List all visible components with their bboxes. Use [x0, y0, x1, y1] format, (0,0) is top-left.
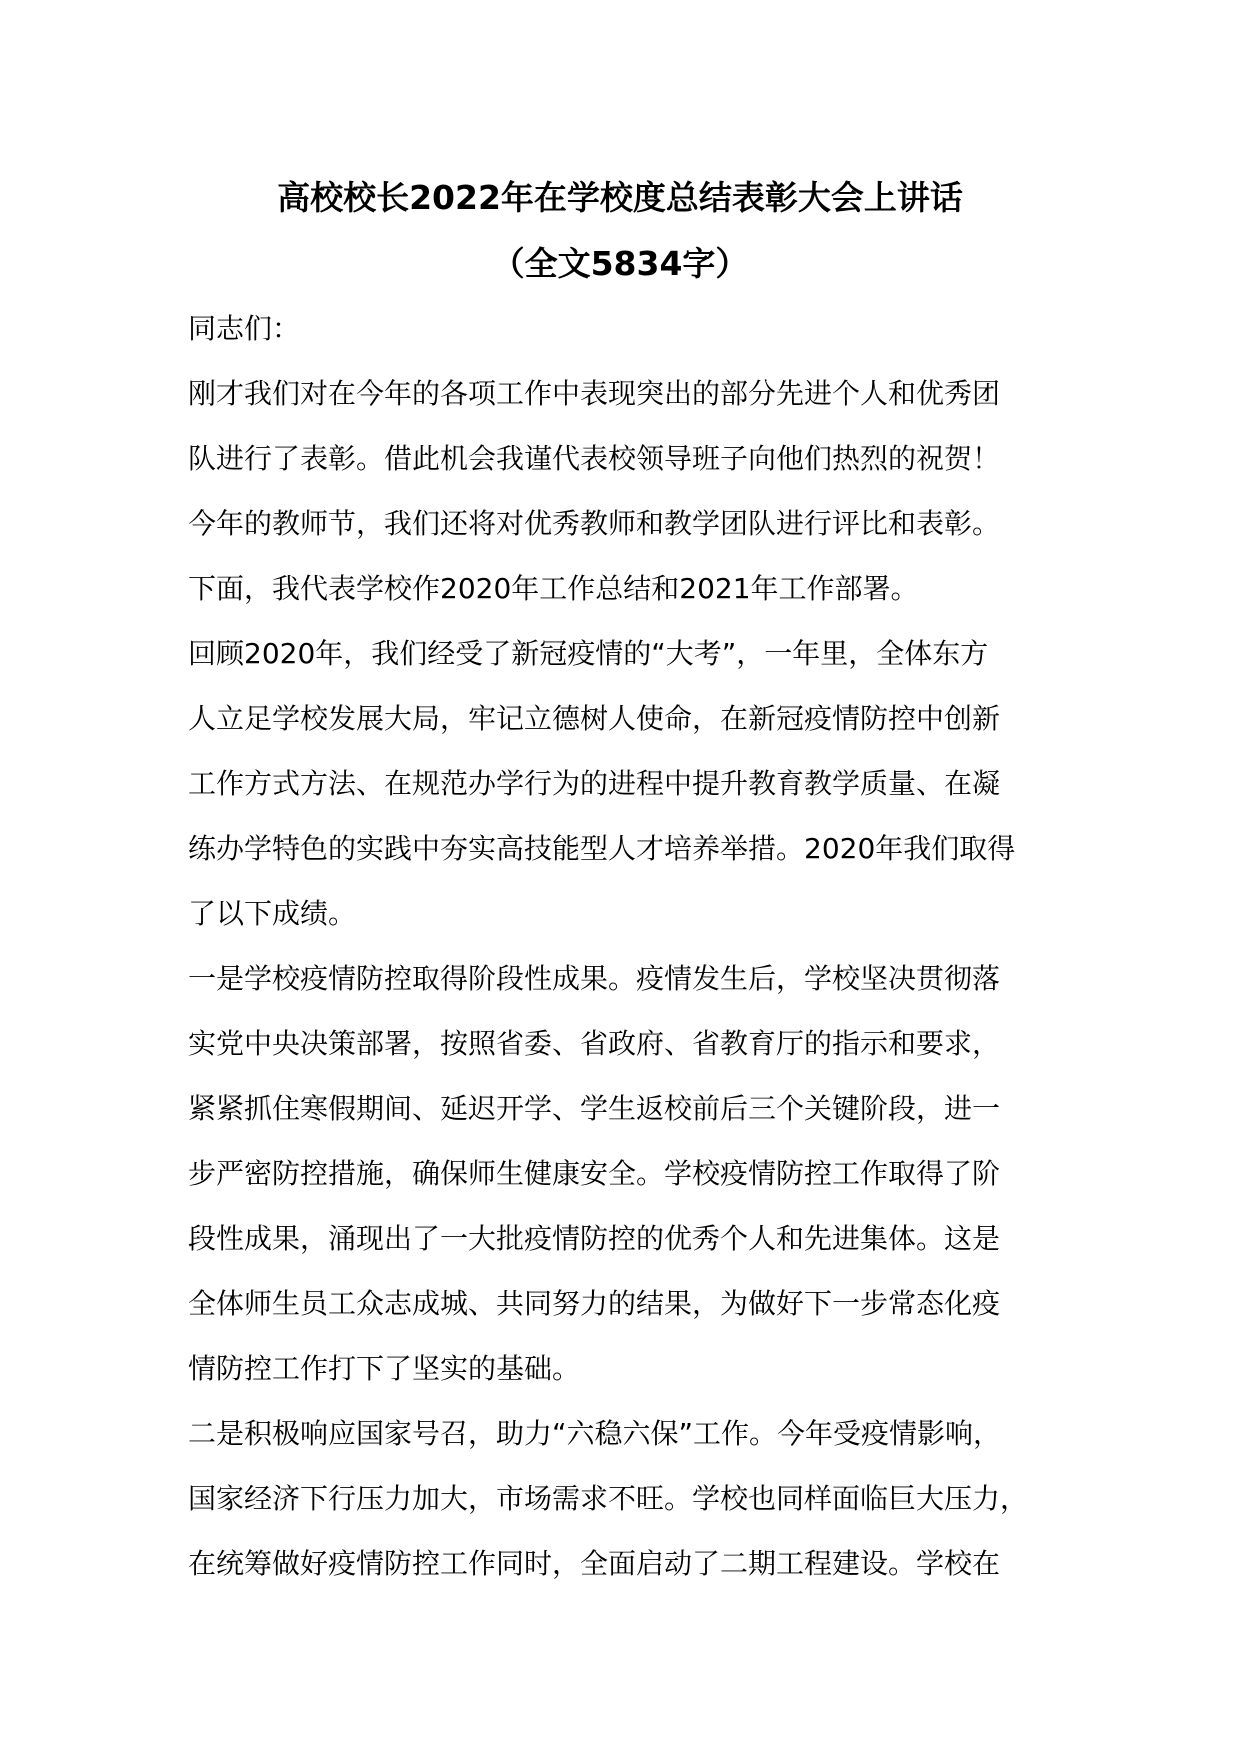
document-title: 高校校长2022年在学校度总结表彰大会上讲话: [277, 178, 963, 217]
text-line: 步严密防控措施，确保师生健康安全。学校疫情防控工作取得了阶: [188, 1157, 1001, 1190]
text-line: 国家经济下行压力加大，市场需求不旺。学校也同样面临巨大压力，: [188, 1482, 1029, 1515]
text-line: 情防控工作打下了坚实的基础。: [188, 1352, 581, 1385]
text-line: 回顾2020年，我们经受了新冠疫情的“大考”，一年里，全体东方: [188, 637, 989, 670]
text-line: 练办学特色的实践中夯实高技能型人才培养举措。2020年我们取得: [188, 832, 1016, 865]
text-line: 实党中央决策部署，按照省委、省政府、省教育厅的指示和要求，: [188, 1027, 1001, 1060]
text-line: 段性成果，涌现出了一大批疫情防控的优秀个人和先进集体。这是: [188, 1222, 1001, 1255]
text-line: 队进行了表彰。借此机会我谨代表校领导班子向他们热烈的祝贺！: [188, 442, 1001, 475]
text-line: 同志们：: [188, 312, 301, 345]
text-line: 今年的教师节，我们还将对优秀教师和教学团队进行评比和表彰。: [188, 507, 1001, 540]
text-line: 刚才我们对在今年的各项工作中表现突出的部分先进个人和优秀团: [188, 377, 1001, 410]
text-line: 工作方式方法、在规范办学行为的进程中提升教育教学质量、在凝: [188, 767, 1001, 800]
document-body: [188, 307, 1088, 1607]
text-line: 全体师生员工众志成城、共同努力的结果，为做好下一步常态化疫: [188, 1287, 1001, 1320]
document-subtitle: （全文5834字）: [491, 244, 749, 283]
text-line: 下面，我代表学校作2020年工作总结和2021年工作部署。: [188, 572, 919, 605]
text-line: 了以下成绩。: [188, 897, 357, 930]
text-line: 二是积极响应国家号召，助力“六稳六保”工作。今年受疫情影响，: [188, 1417, 1002, 1450]
text-line: 人立足学校发展大局，牢记立德树人使命，在新冠疫情防控中创新: [188, 702, 1001, 735]
text-line: 在统筹做好疫情防控工作同时，全面启动了二期工程建设。学校在: [188, 1547, 1001, 1580]
text-line: 紧紧抓住寒假期间、延迟开学、学生返校前后三个关键阶段，进一: [188, 1092, 1001, 1125]
text-line: 一是学校疫情防控取得阶段性成果。疫情发生后，学校坚决贯彻落: [188, 962, 1001, 995]
